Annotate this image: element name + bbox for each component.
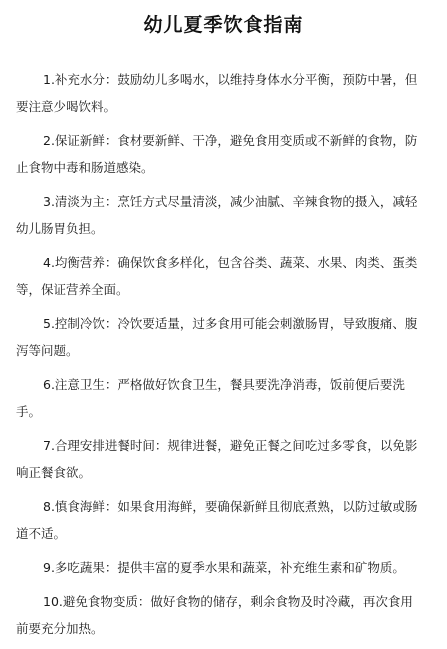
guide-item-3: 3.清淡为主：烹饪方式尽量清淡，减少油腻、辛辣食物的摄入，减轻幼儿肠胃负担。 <box>16 194 418 236</box>
guide-item-4: 4.均衡营养：确保饮食多样化，包含谷类、蔬菜、水果、肉类、蛋类等，保证营养全面。 <box>16 255 418 297</box>
guide-item-5: 5.控制冷饮：冷饮要适量，过多食用可能会刺激肠胃，导致腹痛、腹泻等问题。 <box>16 316 418 358</box>
guide-item-6: 6.注意卫生：严格做好饮食卫生，餐具要洗净消毒，饭前便后要洗手。 <box>16 377 405 419</box>
guide-list <box>16 66 424 649</box>
guide-item-10: 10.避免食物变质：做好食物的储存，剩余食物及时冷藏，再次食用前要充分加热。 <box>16 594 413 636</box>
guide-item-9: 9.多吃蔬果：提供丰富的夏季水果和蔬菜，补充维生素和矿物质。 <box>43 560 405 575</box>
guide-item-1: 1.补充水分：鼓励幼儿多喝水，以维持身体水分平衡，预防中暑，但要注意少喝饮料。 <box>16 72 418 114</box>
guide-item-2: 2.保证新鲜：食材要新鲜、干净，避免食用变质或不新鲜的食物，防止食物中毒和肠道感染。 <box>16 133 418 175</box>
guide-item-8: 8.慎食海鲜：如果食用海鲜，要确保新鲜且彻底煮熟，以防过敏或肠道不适。 <box>16 499 418 541</box>
guide-item-7: 7.合理安排进餐时间：规律进餐，避免正餐之间吃过多零食，以免影响正餐食欲。 <box>16 438 418 480</box>
document-title: 幼儿夏季饮食指南 <box>143 14 304 36</box>
